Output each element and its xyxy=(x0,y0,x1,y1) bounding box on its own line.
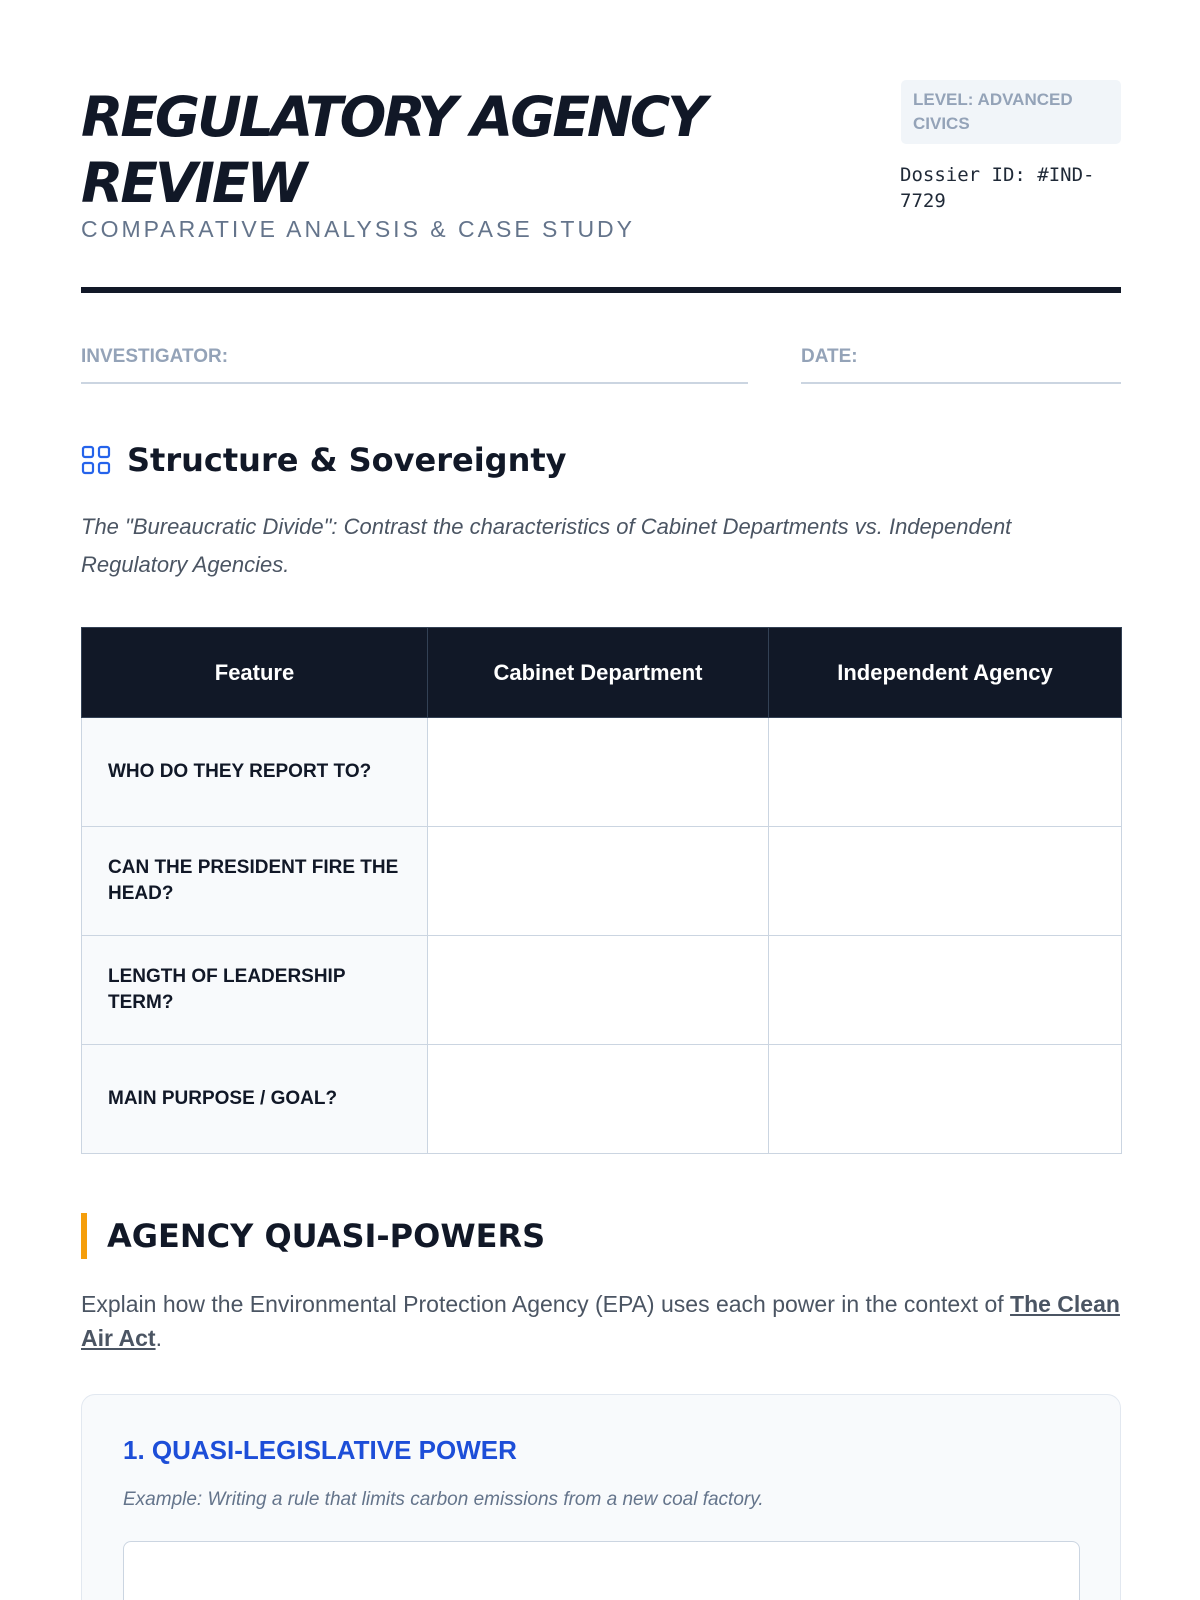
power-example: Example: Writing a rule that limits carbon emissions from a new coal factory. xyxy=(123,1489,764,1510)
date-field[interactable] xyxy=(801,346,1121,384)
clean-air-act-link[interactable]: The Clean Air Act xyxy=(81,1291,1120,1351)
description-end: . xyxy=(155,1325,162,1351)
grid-icon xyxy=(81,445,111,475)
cabinet-answer-cell[interactable] xyxy=(428,936,769,1045)
date-label: DATE: xyxy=(801,346,858,367)
section-powers-header xyxy=(81,1212,545,1260)
table-row xyxy=(82,936,1122,1045)
section-structure-description: The "Bureaucratic Divide": Contrast the characteristics of Cabinet Departments vs. Independent Regulatory Agencies. xyxy=(81,514,1012,577)
section-accent-bar xyxy=(81,1213,87,1259)
section-powers-description xyxy=(81,1287,1121,1355)
independent-answer-cell[interactable] xyxy=(769,827,1122,936)
power-card-quasi-legislative xyxy=(81,1394,1121,1600)
feature-cell: CAN THE PRESIDENT FIRE THE HEAD? xyxy=(82,827,428,936)
table-header-row xyxy=(82,628,1122,718)
independent-answer-cell[interactable] xyxy=(769,1045,1122,1154)
comparison-table xyxy=(81,627,1122,1154)
feature-cell: LENGTH OF LEADERSHIP TERM? xyxy=(82,936,428,1045)
column-header-cabinet: Cabinet Department xyxy=(428,628,769,718)
page-title: REGULATORY AGENCY REVIEW xyxy=(81,85,705,215)
section-structure-title: Structure & Sovereignty xyxy=(127,441,567,479)
column-header-feature: Feature xyxy=(82,628,428,718)
feature-cell: WHO DO THEY REPORT TO? xyxy=(82,718,428,827)
power-title: 1. QUASI-LEGISLATIVE POWER xyxy=(123,1435,517,1465)
page-subtitle: COMPARATIVE ANALYSIS & CASE STUDY xyxy=(81,216,636,242)
column-header-independent: Independent Agency xyxy=(769,628,1122,718)
cabinet-answer-cell[interactable] xyxy=(428,1045,769,1154)
cabinet-answer-cell[interactable] xyxy=(428,718,769,827)
independent-answer-cell[interactable] xyxy=(769,718,1122,827)
dossier-id: Dossier ID: #IND-7729 xyxy=(900,164,1095,212)
independent-answer-cell[interactable] xyxy=(769,936,1122,1045)
section-powers-title: AGENCY QUASI-POWERS xyxy=(107,1217,546,1255)
table-row xyxy=(82,827,1122,936)
level-badge: LEVEL: ADVANCED CIVICS xyxy=(901,80,1121,144)
investigator-label: INVESTIGATOR: xyxy=(81,346,229,367)
cabinet-answer-cell[interactable] xyxy=(428,827,769,936)
section-structure-header xyxy=(81,438,567,482)
investigator-field[interactable] xyxy=(81,346,748,384)
header-divider xyxy=(81,287,1121,293)
answer-textarea[interactable] xyxy=(123,1541,1080,1600)
document-header xyxy=(81,80,1121,250)
feature-cell: MAIN PURPOSE / GOAL? xyxy=(82,1045,428,1154)
table-row xyxy=(82,1045,1122,1154)
description-text: Explain how the Environmental Protection Agency (EPA) uses each power in the context of xyxy=(81,1291,1011,1317)
table-row xyxy=(82,718,1122,827)
